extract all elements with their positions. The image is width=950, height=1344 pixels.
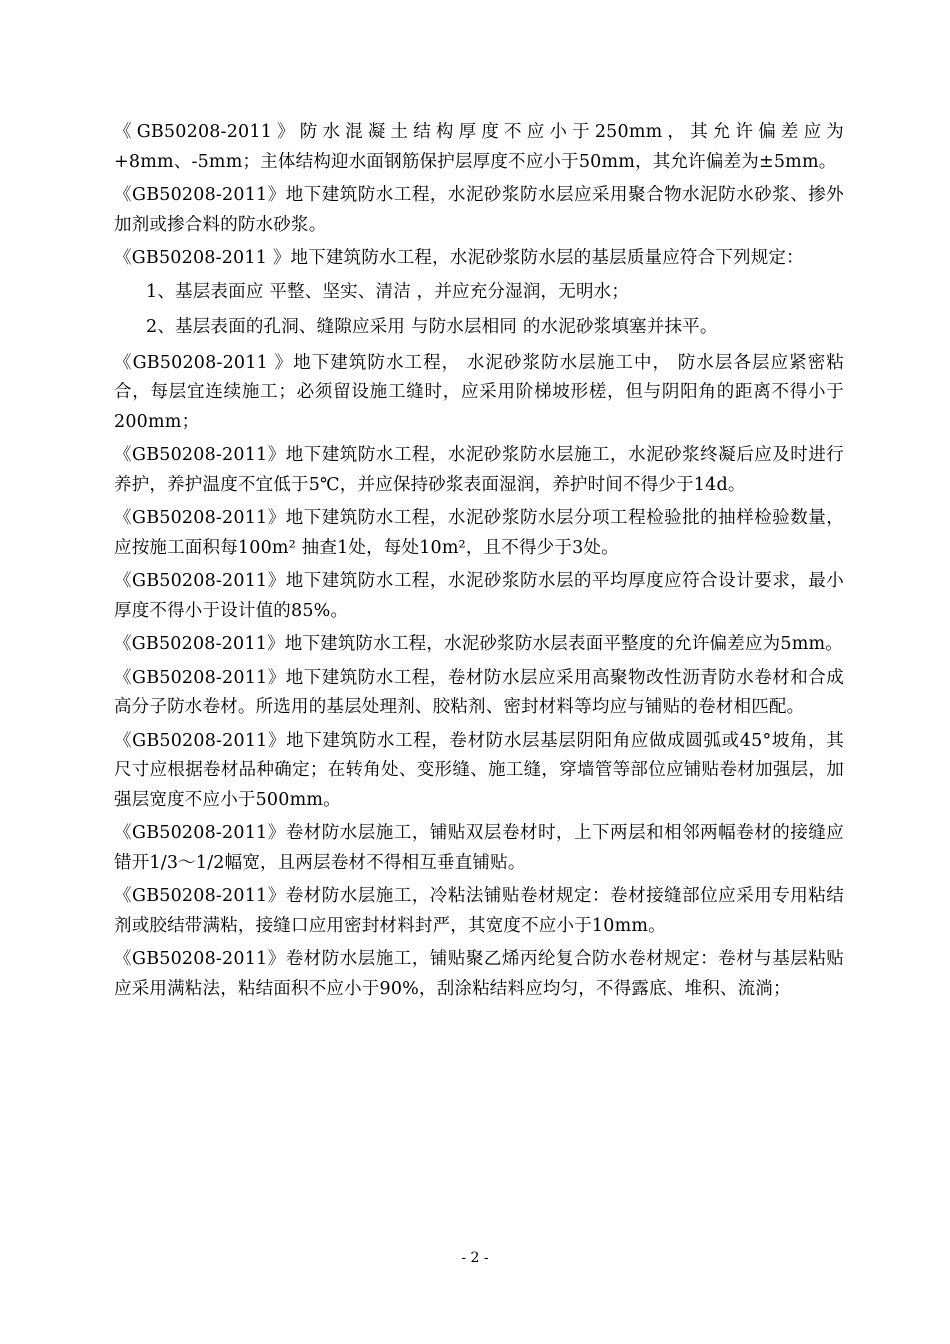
paragraph-concrete-thickness: 《GB50208-2011》防水混凝土结构厚度不应小于250mm，其允许偏差应为+8mm、-5mm；主体结构迎水面钢筋保护层厚度不应小于50mm，其允许偏差为±5mm。 bbox=[114, 122, 844, 172]
list-item-base-holes: 2、基层表面的孔洞、缝隙应采用 与防水层相同 的水泥砂浆填塞并抹平。 bbox=[146, 317, 718, 337]
document-body bbox=[114, 118, 844, 1008]
paragraph-mortar-material: 《GB50208-2011》地下建筑防水工程，水泥砂浆防水层应采用聚合物水泥防水砂浆、掺外加剂或掺合料的防水砂浆。 bbox=[114, 185, 844, 235]
paragraph-mortar-curing: 《GB50208-2011》地下建筑防水工程，水泥砂浆防水层施工，水泥砂浆终凝后应及时进行养护，养护温度不宜低于5℃，并应保持砂浆表面湿润，养护时间不得少于14d。 bbox=[114, 445, 844, 495]
paragraph-base-quality: 《GB50208-2011 》地下建筑防水工程，水泥砂浆防水层的基层质量应符合下列规定： bbox=[114, 248, 804, 268]
paragraph-inspection-quantity: 《GB50208-2011》地下建筑防水工程，水泥砂浆防水层分项工程检验批的抽样检验数量，应按施工面积每100m² 抽查1处，每处10m²，且不得少于3处。 bbox=[114, 508, 844, 558]
paragraph-membrane-material: 《GB50208-2011》地下建筑防水工程，卷材防水层应采用高聚物改性沥青防水卷材和合成高分子防水卷材。所选用的基层处理剂、胶粘剂、密封材料等均应与铺贴的卷材相匹配。 bbox=[114, 667, 844, 717]
page-number: - 2 - bbox=[461, 1250, 489, 1266]
paragraph-mortar-construction: 《GB50208-2011 》地下建筑防水工程， 水泥砂浆防水层施工中， 防水层各层应紧密粘合，每层宜连续施工；必须留设施工缝时，应采用阶梯坡形槎，但与阴阳角的距离不得小于200mm； bbox=[114, 352, 844, 432]
paragraph-membrane-corners: 《GB50208-2011》地下建筑防水工程，卷材防水层基层阴阳角应做成圆弧或45°坡角，其尺寸应根据卷材品种确定；在转角处、变形缝、施工缝，穿墙管等部位应铺贴卷材加强层，加强层宽度不应小于500mm。 bbox=[114, 730, 844, 810]
paragraph-polyethylene-membrane: 《GB50208-2011》卷材防水层施工，铺贴聚乙烯丙纶复合防水卷材规定：卷材与基层粘贴应采用满粘法，粘结面积不应小于90%，刮涂粘结料应均匀，不得露底、堆积、流淌； bbox=[114, 949, 844, 999]
list-item-base-surface: 1、基层表面应 平整、坚实、清洁 ，并应充分湿润，无明水； bbox=[146, 281, 630, 302]
paragraph-flatness: 《GB50208-2011》地下建筑防水工程，水泥砂浆防水层表面平整度的允许偏差应为5mm。 bbox=[114, 634, 843, 654]
paragraph-average-thickness: 《GB50208-2011》地下建筑防水工程，水泥砂浆防水层的平均厚度应符合设计要求，最小厚度不得小于设计值的85%。 bbox=[114, 571, 844, 621]
paragraph-cold-bonding: 《GB50208-2011》卷材防水层施工，冷粘法铺贴卷材规定：卷材接缝部位应采用专用粘结剂或胶结带满粘，接缝口应用密封材料封严，其宽度不应小于10mm。 bbox=[114, 886, 844, 936]
paragraph-double-layer: 《GB50208-2011》卷材防水层施工，铺贴双层卷材时，上下两层和相邻两幅卷材的接缝应错开1/3～1/2幅宽，且两层卷材不得相互垂直铺贴。 bbox=[114, 823, 844, 873]
